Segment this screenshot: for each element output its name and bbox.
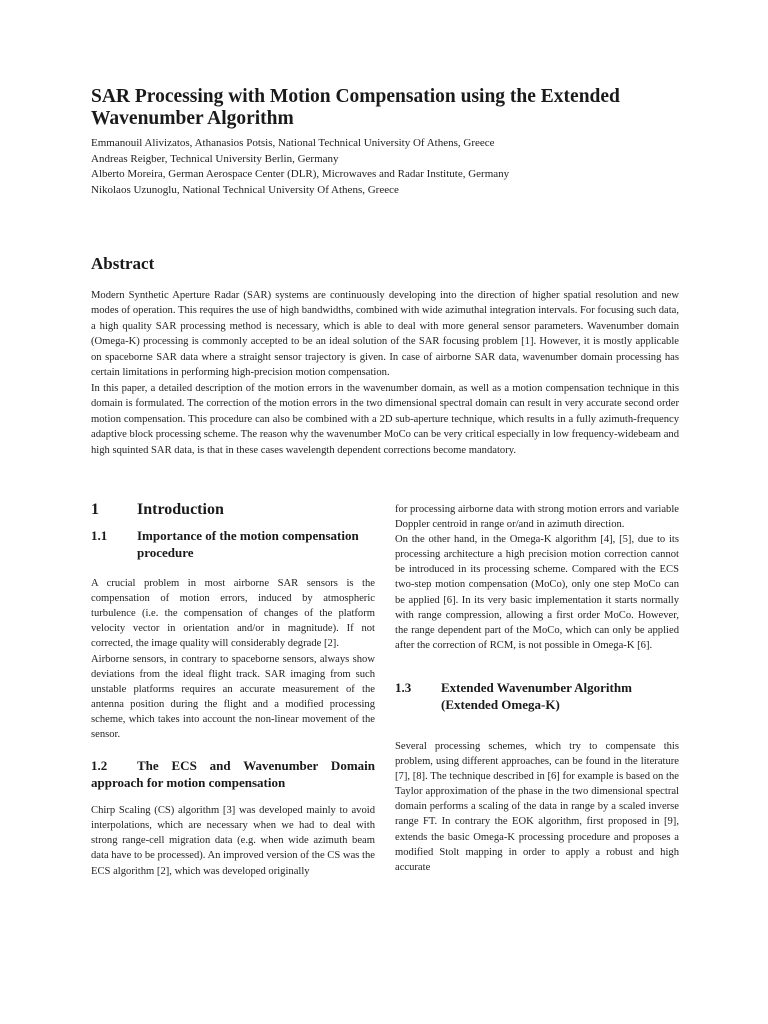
abstract-paragraph: Modern Synthetic Aperture Radar (SAR) systems are continuously developing into the direction of higher spatial resolution and new modes of operation. This requires the use of high bandwidths, combined with wide azimuthal integration intervals. For focusing such data, a high quality SAR processing method is necessary, which is able to deal with more general sensor parameters. Wavenumber domain (Omega-K) processing is commonly accepted to be an ideal solution of the SAR focusing problem [1]. However, it is mostly applicable on spaceborne SAR data where a straight sensor trajectory is given. In case of airborne SAR data, wavenumber domain processing has certain limitations in performing high-precision motion compensation. [91, 290, 679, 379]
abstract-paragraph: In this paper, a detailed description of the motion errors in the wavenumber domain, as well as a motion compensation technique in this domain is formulated. The correction of the motion errors in the two dimensional spectral domain can result in very accurate second order motion compensation. This procedure can also be combined with a 2D sub-aperture technique, which results in a fully azimuth-frequency adaptive block processing scheme. The reason why the wavenumber MoCo can be very critical especially in low frequency-widebeam and high squinted SAR data, is that in these cases wavelength dependent corrections become mandatory. [91, 382, 679, 456]
subsection-heading [91, 757, 375, 791]
subsection-title: Extended Wavenumber Algorithm (Extended Omega-K) [441, 679, 632, 712]
section-title: Introduction [137, 501, 224, 518]
abstract-heading: Abstract [91, 254, 155, 273]
author-list [91, 136, 691, 198]
body-paragraph: On the other hand, in the Omega-K algorithm [4], [5], due to its processing architecture a high precision motion correction cannot be introduced in its processing scheme. Compared with the ECS two-step motion compensation (MoCo), only one step MoCo can be applied [6]. In its very basic implementation it starts normally with range compression, allowing a first order MoCo. However, the range dependent part of the MoCo, which can only be applied after the correction of RCM, is not possible in Omega-K [6]. [395, 534, 679, 651]
subsection-title: Importance of the motion compensation procedure [137, 528, 359, 561]
left-column [91, 502, 375, 879]
abstract-body [91, 288, 679, 458]
body-paragraph: for processing airborne data with strong motion errors and variable Doppler centroid in range or/and in azimuth direction. [395, 504, 679, 531]
subsection-heading [91, 527, 375, 561]
subsection-number: 1.2 [91, 758, 108, 774]
section-heading [91, 502, 375, 517]
right-column [395, 502, 679, 875]
author-line: Andreas Reigber, Technical University Berlin, Germany [91, 152, 339, 165]
section-number: 1 [91, 501, 99, 518]
subsection-number: 1.1 [91, 528, 108, 544]
author-line: Nikolaos Uzunoglu, National Technical University Of Athens, Greece [91, 183, 399, 196]
paper-title: SAR Processing with Motion Compensation using the Extended Wavenumber Algorithm [91, 86, 620, 129]
subsection-title: The ECS and Wavenumber Domain approach for motion compensation [91, 758, 375, 791]
body-paragraph: A crucial problem in most airborne SAR sensors is the compensation of motion errors, induced by atmospheric turbulence (i.e. the compensation of changes of the platform velocity vector in orientation and/or in magnitude). If not corrected, the image quality will considerably degrade [2]. [91, 578, 375, 650]
author-line: Emmanouil Alivizatos, Athanasios Potsis, National Technical University Of Athens, Greece [91, 137, 495, 149]
body-paragraph: Chirp Scaling (CS) algorithm [3] was developed mainly to avoid interpolations, which are necessary when we had to deal with strong range-cell migration data (e.g. when wide azimuth beam data have to be processed). An improved version of the CS was the ECS algorithm [2], which was developed originally [91, 805, 375, 877]
body-paragraph: Several processing schemes, which try to compensate this problem, using different approaches, can be found in the literature [7], [8]. The technique described in [6] for example is based on the Taylor approximation of the phase in the two dimensional spectral domain performs a scaling of the data in range by a scaled inverse range FT. In contrary the EOK algorithm, first proposed in [9], extends the basic Omega-K processing procedure and proposes a modified Stolt mapping in order to apply a robust and high accurate [395, 740, 679, 873]
author-line: Alberto Moreira, German Aerospace Center (DLR), Microwaves and Radar Institute, Germany [91, 168, 510, 180]
subsection-heading [395, 679, 679, 713]
subsection-number: 1.3 [395, 679, 412, 695]
body-paragraph: Airborne sensors, in contrary to spaceborne sensors, always show deviations from the ideal flight track. SAR imaging from such unstable platforms requires an accurate measurement of the antenna position during the flight and a modified processing scheme, which takes into account the non-linear movement of the sensor. [91, 653, 375, 741]
